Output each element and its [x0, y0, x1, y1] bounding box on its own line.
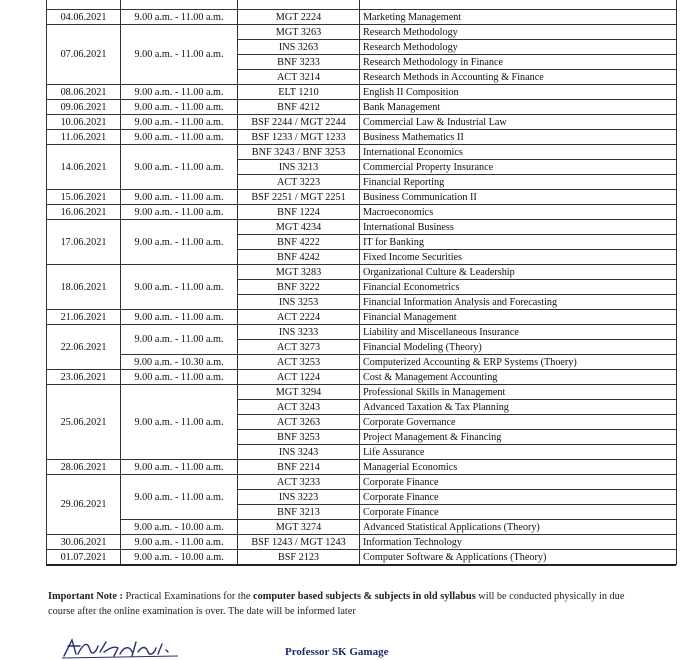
exam-date: 25.06.2021 [47, 385, 121, 460]
subject-code: BNF 3253 [238, 430, 360, 445]
subject-code: ACT 1224 [238, 370, 360, 385]
subject-name: Financial Econometrics [360, 280, 677, 295]
subject-name: Corporate Finance [360, 490, 677, 505]
exam-time: 9.00 a.m. - 11.00 a.m. [121, 85, 238, 100]
subject-name: Computerized Accounting & ERP Systems (Thoery) [360, 355, 677, 370]
table-row [47, 475, 677, 490]
table-row [47, 10, 677, 25]
exam-date: 16.06.2021 [47, 205, 121, 220]
exam-time: 9.00 a.m. - 11.00 a.m. [121, 205, 238, 220]
subject-code: BNF 3233 [238, 55, 360, 70]
exam-date: 10.06.2021 [47, 115, 121, 130]
subject-code: BSF 2123 [238, 550, 360, 565]
subject-code: MGT 3274 [238, 520, 360, 535]
subject-name: Cost & Management Accounting [360, 370, 677, 385]
subject-name: Project Management & Financing [360, 430, 677, 445]
subject-code: BSF 2251 / MGT 2251 [238, 190, 360, 205]
table-row [47, 370, 677, 385]
subject-name: Commercial Property Insurance [360, 160, 677, 175]
exam-date: 04.06.2021 [47, 10, 121, 25]
subject-code: ACT 3263 [238, 415, 360, 430]
subject-code: ACT 3243 [238, 400, 360, 415]
table-row [47, 145, 677, 160]
exam-date: 07.06.2021 [47, 25, 121, 85]
table-row [47, 325, 677, 340]
subject-name: Fixed Income Securities [360, 250, 677, 265]
table-row [47, 355, 677, 370]
exam-date: 21.06.2021 [47, 310, 121, 325]
subject-name: IT for Banking [360, 235, 677, 250]
subject-name: Business Communication II [360, 190, 677, 205]
exam-time: 9.00 a.m. - 11.00 a.m. [121, 100, 238, 115]
subject-code: INS 3223 [238, 490, 360, 505]
subject-code: ACT 3253 [238, 355, 360, 370]
important-note [48, 589, 648, 619]
exam-time: 9.00 a.m. - 11.00 a.m. [121, 385, 238, 460]
subject-name: Marketing Management [360, 10, 677, 25]
subject-name: Business Mathematics II [360, 130, 677, 145]
exam-date: 01.07.2021 [47, 550, 121, 565]
subject-name: International Economics [360, 145, 677, 160]
exam-date: 08.06.2021 [47, 85, 121, 100]
subject-code: BSF 1233 / MGT 1233 [238, 130, 360, 145]
subject-name: Liability and Miscellaneous Insurance [360, 325, 677, 340]
subject-code: MGT 3263 [238, 25, 360, 40]
table-row [47, 0, 677, 10]
note-text-start: Practical Examinations for the [125, 591, 251, 602]
exam-date: 28.06.2021 [47, 460, 121, 475]
subject-code: INS 3233 [238, 325, 360, 340]
subject-code: BNF 3213 [238, 505, 360, 520]
exam-time: 9.00 a.m. - 11.00 a.m. [121, 220, 238, 265]
note-label: Important Note : [48, 591, 123, 602]
table-row [47, 115, 677, 130]
table-row [47, 520, 677, 535]
subject-code: ACT 3273 [238, 340, 360, 355]
subject-code: BNF 4222 [238, 235, 360, 250]
subject-code: BNF 4212 [238, 100, 360, 115]
subject-code: BNF 3243 / BNF 3253 [238, 145, 360, 160]
table-row [47, 100, 677, 115]
subject-code: ACT 3214 [238, 70, 360, 85]
exam-time: 9.00 a.m. - 11.00 a.m. [121, 265, 238, 310]
exam-date: 23.06.2021 [47, 370, 121, 385]
exam-time: 9.00 a.m. - 10.00 a.m. [121, 520, 238, 535]
note-text-end: will be conducted physically in due course after the online examination is over. The date will be informed later [48, 591, 625, 617]
subject-name: Commercial Law & Industrial Law [360, 115, 677, 130]
subject-name: Professional Skills in Management [360, 385, 677, 400]
subject-name: Corporate Finance [360, 475, 677, 490]
subject-code: MGT 3294 [238, 385, 360, 400]
subject-code: ACT 3233 [238, 475, 360, 490]
exam-time: 9.00 a.m. - 11.00 a.m. [121, 475, 238, 520]
subject-name: Bank Management [360, 100, 677, 115]
signatory-name: Professor SK Gamage [285, 646, 389, 658]
subject-code: MGT 4234 [238, 220, 360, 235]
subject-code: ACT 3223 [238, 175, 360, 190]
subject-code: INS 3243 [238, 445, 360, 460]
exam-time: 9.00 a.m. - 11.00 a.m. [121, 535, 238, 550]
subject-name: International Business [360, 220, 677, 235]
table-row [47, 385, 677, 400]
subject-code: INS 3213 [238, 160, 360, 175]
subject-name: Advanced Statistical Applications (Theory) [360, 520, 677, 535]
subject-name: Computer Software & Applications (Theory) [360, 550, 677, 565]
exam-date: 11.06.2021 [47, 130, 121, 145]
subject-name: Information Technology [360, 535, 677, 550]
subject-name: Managerial Economics [360, 460, 677, 475]
exam-time: 9.00 a.m. - 10.30 a.m. [121, 355, 238, 370]
subject-name: Research Methodology [360, 40, 677, 55]
exam-time: 9.00 a.m. - 11.00 a.m. [121, 325, 238, 355]
subject-code: BNF 4242 [238, 250, 360, 265]
exam-date: 15.06.2021 [47, 190, 121, 205]
subject-name: Life Assurance [360, 445, 677, 460]
subject-code [238, 0, 360, 10]
exam-time: 9.00 a.m. - 11.00 a.m. [121, 10, 238, 25]
table-row [47, 310, 677, 325]
exam-time: 9.00 a.m. - 11.00 a.m. [121, 25, 238, 85]
exam-time: 9.00 a.m. - 10.00 a.m. [121, 550, 238, 565]
subject-name: Research Methodology in Finance [360, 55, 677, 70]
table-row [47, 25, 677, 40]
subject-code: ACT 2224 [238, 310, 360, 325]
subject-code: BSF 2244 / MGT 2244 [238, 115, 360, 130]
subject-name: Corporate Governance [360, 415, 677, 430]
subject-name: English II Composition [360, 85, 677, 100]
exam-time: 9.00 a.m. - 11.00 a.m. [121, 460, 238, 475]
subject-code: INS 3263 [238, 40, 360, 55]
subject-name [360, 0, 677, 10]
table-row [47, 550, 677, 565]
exam-date: 17.06.2021 [47, 220, 121, 265]
exam-date: 14.06.2021 [47, 145, 121, 190]
subject-name: Financial Reporting [360, 175, 677, 190]
table-row [47, 535, 677, 550]
exam-date: 22.06.2021 [47, 325, 121, 370]
subject-name: Research Methods in Accounting & Finance [360, 70, 677, 85]
exam-schedule-table [46, 0, 677, 565]
table-row [47, 460, 677, 475]
subject-name: Macroeconomics [360, 205, 677, 220]
exam-time: 9.00 a.m. - 11.00 a.m. [121, 370, 238, 385]
table-row [47, 85, 677, 100]
table-bottom-rule [46, 564, 676, 566]
exam-time: 9.00 a.m. - 11.00 a.m. [121, 130, 238, 145]
subject-name: Research Methodology [360, 25, 677, 40]
handwritten-signature [58, 634, 188, 660]
exam-date: 30.06.2021 [47, 535, 121, 550]
subject-name: Financial Information Analysis and Forecasting [360, 295, 677, 310]
subject-code: BNF 2214 [238, 460, 360, 475]
subject-code: BSF 1243 / MGT 1243 [238, 535, 360, 550]
subject-name: Financial Management [360, 310, 677, 325]
table-row [47, 130, 677, 145]
subject-name: Corporate Finance [360, 505, 677, 520]
subject-name: Advanced Taxation & Tax Planning [360, 400, 677, 415]
table-row [47, 205, 677, 220]
exam-time: 9.00 a.m. - 11.00 a.m. [121, 310, 238, 325]
exam-date [47, 0, 121, 10]
exam-time: 9.00 a.m. - 11.00 a.m. [121, 115, 238, 130]
exam-time: 9.00 a.m. - 11.00 a.m. [121, 145, 238, 190]
table-row [47, 265, 677, 280]
table-row [47, 220, 677, 235]
subject-name: Organizational Culture & Leadership [360, 265, 677, 280]
note-bold-text: computer based subjects & subjects in old syllabus [253, 591, 476, 602]
subject-code: ELT 1210 [238, 85, 360, 100]
subject-code: MGT 3283 [238, 265, 360, 280]
subject-name: Financial Modeling (Theory) [360, 340, 677, 355]
subject-code: BNF 3222 [238, 280, 360, 295]
subject-code: INS 3253 [238, 295, 360, 310]
exam-date: 18.06.2021 [47, 265, 121, 310]
table-row [47, 190, 677, 205]
subject-code: MGT 2224 [238, 10, 360, 25]
exam-time: 9.00 a.m. - 11.00 a.m. [121, 190, 238, 205]
exam-date: 29.06.2021 [47, 475, 121, 535]
exam-date: 09.06.2021 [47, 100, 121, 115]
exam-time [121, 0, 238, 10]
subject-code: BNF 1224 [238, 205, 360, 220]
